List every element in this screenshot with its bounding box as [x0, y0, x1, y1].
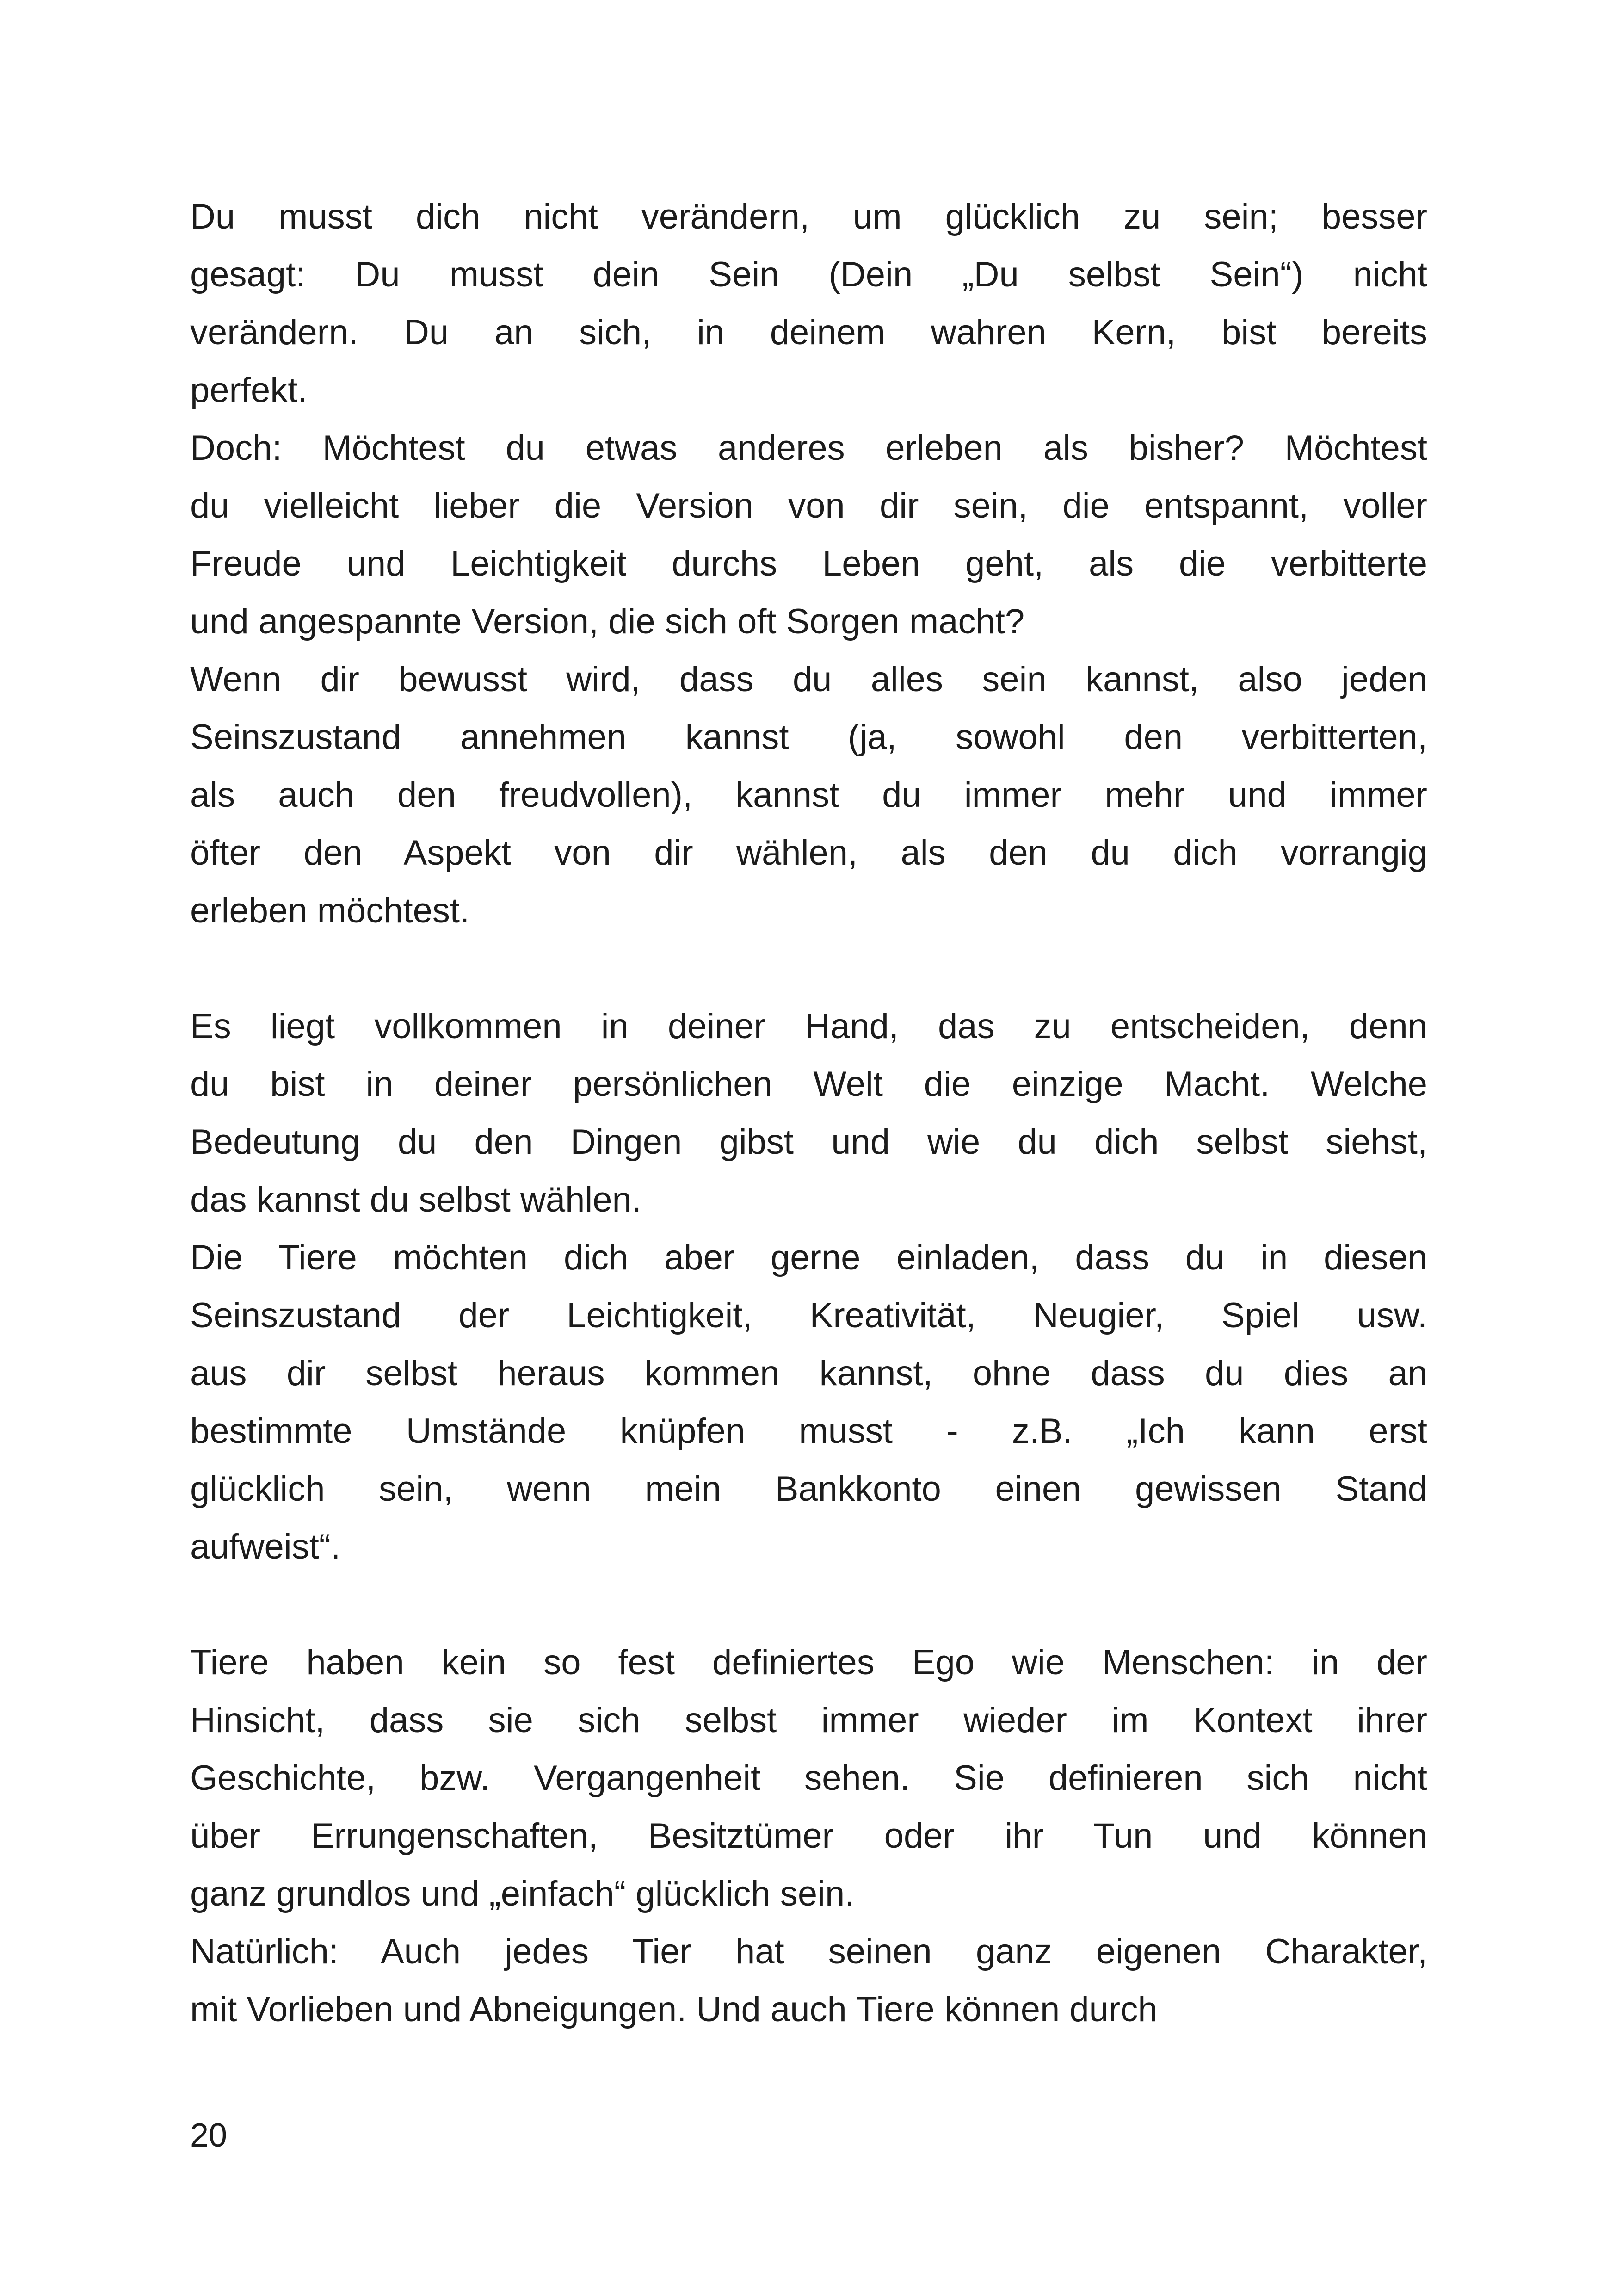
page-number: 20	[190, 2117, 228, 2154]
text-line: verändern. Du an sich, in deinem wahren Kern, bist bereits	[190, 313, 1427, 352]
text-line: bestimmte Umstände knüpfen musst - z.B. „Ich kann erst	[190, 1411, 1427, 1451]
text-line: du vielleicht lieber die Version von dir sein, die entspannt, voller	[190, 486, 1427, 526]
blank-line	[190, 1576, 1427, 1634]
text-line: ganz grundlos und „einfach“ glücklich sein.	[190, 1874, 855, 1913]
text-line: Du musst dich nicht verändern, um glücklich zu sein; besser	[190, 197, 1427, 236]
text-line: als auch den freudvollen), kannst du immer mehr und immer	[190, 775, 1427, 815]
text-line: Wenn dir bewusst wird, dass du alles sein kannst, also jeden	[190, 660, 1427, 699]
text-line: Seinszustand der Leichtigkeit, Kreativität, Neugier, Spiel usw.	[190, 1296, 1427, 1335]
text-line: Bedeutung du den Dingen gibst und wie du dich selbst siehst,	[190, 1122, 1427, 1162]
text-line: aufweist“.	[190, 1527, 341, 1566]
text-line: über Errungenschaften, Besitztümer oder ihr Tun und können	[190, 1816, 1427, 1856]
text-line: Freude und Leichtigkeit durchs Leben geht, als die verbitterte	[190, 544, 1427, 583]
body-text	[190, 188, 1427, 2038]
text-line: Es liegt vollkommen in deiner Hand, das zu entscheiden, denn	[190, 1007, 1427, 1046]
text-line: du bist in deiner persönlichen Welt die einzige Macht. Welche	[190, 1064, 1427, 1104]
text-line: Natürlich: Auch jedes Tier hat seinen ganz eigenen Charakter,	[190, 1932, 1427, 1971]
text-line: mit Vorlieben und Abneigungen. Und auch Tiere können durch	[190, 1990, 1158, 2029]
text-line: aus dir selbst heraus kommen kannst, ohne dass du dies an	[190, 1354, 1427, 1393]
text-line: Geschichte, bzw. Vergangenheit sehen. Sie definieren sich nicht	[190, 1758, 1427, 1798]
text-line: das kannst du selbst wählen.	[190, 1180, 641, 1219]
text-line: Hinsicht, dass sie sich selbst immer wieder im Kontext ihrer	[190, 1701, 1427, 1740]
text-line: gesagt: Du musst dein Sein (Dein „Du selbst Sein“) nicht	[190, 255, 1427, 294]
text-line: erleben möchtest.	[190, 891, 470, 930]
text-line: Doch: Möchtest du etwas anderes erleben als bisher? Möchtest	[190, 428, 1427, 468]
text-line: Seinszustand annehmen kannst (ja, sowohl den verbitterten,	[190, 718, 1427, 757]
text-line: und angespannte Version, die sich oft Sorgen macht?	[190, 602, 1025, 641]
text-line: Die Tiere möchten dich aber gerne einladen, dass du in diesen	[190, 1238, 1427, 1277]
text-line: glücklich sein, wenn mein Bankkonto einen gewissen Stand	[190, 1469, 1427, 1509]
blank-line	[190, 940, 1427, 997]
text-line: öfter den Aspekt von dir wählen, als den du dich vorrangig	[190, 833, 1427, 873]
text-line: perfekt.	[190, 371, 308, 410]
text-line: Tiere haben kein so fest definiertes Ego wie Menschen: in der	[190, 1643, 1427, 1682]
